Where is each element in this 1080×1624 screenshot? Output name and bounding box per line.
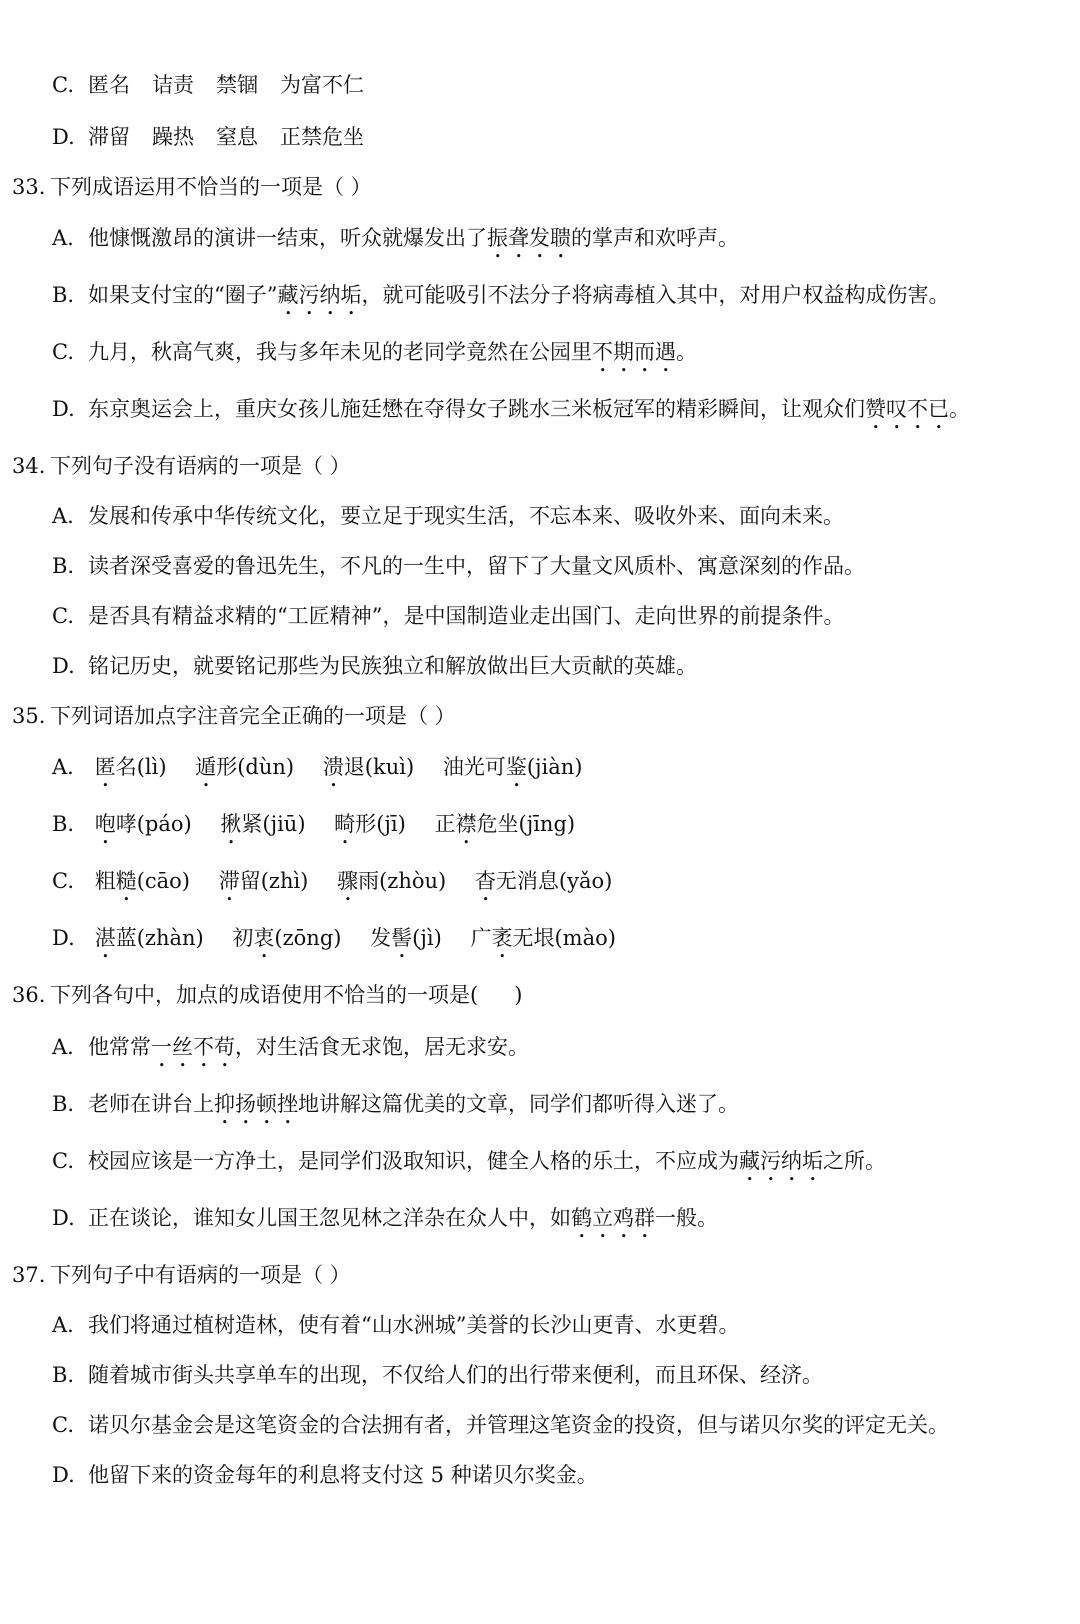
q35-option-b <box>52 809 597 849</box>
option-text: 老师在讲台上 <box>88 1092 214 1116</box>
option-letter: A. <box>52 1313 74 1337</box>
q33-option-c <box>52 337 697 377</box>
option-letter: C. <box>52 604 74 628</box>
dotted-idiom: 藏污纳垢 <box>739 1149 823 1173</box>
question-text: 下列成语运用不恰当的一项是（ ） <box>50 175 372 199</box>
option-letter: D. <box>52 654 75 678</box>
pinyin-word: 粗糙(cāo) <box>94 869 190 893</box>
question-text: ) <box>514 983 523 1007</box>
option-text: 他常常 <box>88 1035 151 1059</box>
option-word: 禁锢 <box>216 73 258 97</box>
question-number: 37. <box>12 1263 46 1287</box>
q35-option-c <box>52 866 634 906</box>
q34-option-d <box>52 651 697 681</box>
option-letter: C. <box>52 1413 74 1437</box>
pinyin-word: 正襟危坐(jīng) <box>434 812 576 836</box>
question-37-stem <box>12 1260 351 1290</box>
option-text: 校园应该是一方净土，是同学们汲取知识，健全人格的乐土，不应成为 <box>88 1149 739 1173</box>
option-text: 他留下来的资金每年的利息将支付这 5 种诺贝尔奖金。 <box>88 1463 598 1487</box>
q37-option-b <box>52 1360 823 1390</box>
option-text: 正在谈论，谁知女儿国王忽见林之洋杂在众人中，如 <box>88 1206 571 1230</box>
option-letter: D. <box>52 1463 75 1487</box>
dotted-idiom: 鹤立鸡群 <box>571 1206 655 1230</box>
option-letter: B. <box>52 283 75 307</box>
option-text: 是否具有精益求精的“工匠精神”，是中国制造业走出国门、走向世界的前提条件。 <box>88 604 845 628</box>
q37-option-c <box>52 1410 949 1440</box>
option-letter: C. <box>52 1149 74 1173</box>
q36-option-c <box>52 1146 886 1186</box>
option-letter: A. <box>52 1035 74 1059</box>
q35-option-d <box>52 923 638 963</box>
option-text: 地讲解这篇优美的文章，同学们都听得入迷了。 <box>298 1092 739 1116</box>
option-word: 正禁危坐 <box>280 125 364 149</box>
q33-option-b <box>52 280 949 320</box>
q32-option-d <box>52 122 386 152</box>
dotted-idiom: 抑扬顿挫 <box>214 1092 298 1116</box>
option-letter: C. <box>52 73 74 97</box>
pinyin-word: 溃退(kuì) <box>322 755 415 779</box>
pinyin-word: 匿名(lì) <box>94 755 167 779</box>
dotted-idiom: 不期而遇 <box>592 340 676 364</box>
option-letter: C. <box>52 869 74 893</box>
option-text: 九月，秋高气爽，我与多年未见的老同学竟然在公园里 <box>88 340 592 364</box>
option-text: 东京奥运会上，重庆女孩儿施廷懋在夺得女子跳水三米板冠军的精彩瞬间，让观众们 <box>88 397 865 421</box>
q33-option-a <box>52 223 739 263</box>
option-text: 随着城市街头共享单车的出现，不仅给人们的出行带来便利，而且环保、经济。 <box>88 1363 823 1387</box>
dotted-idiom: 赞叹不已 <box>865 397 949 421</box>
option-text: 铭记历史，就要铭记那些为民族独立和解放做出巨大贡献的英雄。 <box>88 654 697 678</box>
q36-option-a <box>52 1032 529 1072</box>
option-text: 诺贝尔基金会是这笔资金的合法拥有者，并管理这笔资金的投资，但与诺贝尔奖的评定无关。 <box>88 1413 949 1437</box>
option-word: 躁热 <box>152 125 194 149</box>
dotted-idiom: 一丝不苟 <box>151 1035 235 1059</box>
option-letter: B. <box>52 1363 75 1387</box>
q32-option-c <box>52 70 386 100</box>
question-36-stem <box>12 980 522 1010</box>
option-letter: B. <box>52 1092 75 1116</box>
option-text: 我们将通过植树造林，使有着“山水洲城”美誉的长沙山更青、水更碧。 <box>88 1313 740 1337</box>
pinyin-word: 畸形(jī) <box>334 812 406 836</box>
option-letter: B. <box>52 554 75 578</box>
option-letter: A. <box>52 226 74 250</box>
option-word: 匿名 <box>88 73 130 97</box>
question-number: 36. <box>12 983 46 1007</box>
option-text: 之所。 <box>823 1149 886 1173</box>
option-word: 诘责 <box>152 73 194 97</box>
pinyin-word: 骤雨(zhòu) <box>337 869 447 893</box>
pinyin-word: 发髻(jì) <box>370 926 442 950</box>
question-35-stem <box>12 701 456 731</box>
option-letter: B. <box>52 812 75 836</box>
question-text: 下列词语加点字注音完全正确的一项是（ ） <box>50 704 456 728</box>
q35-option-a <box>52 752 605 792</box>
pinyin-word: 油光可鉴(jiàn) <box>442 755 583 779</box>
option-text: 读者深受喜爱的鲁迅先生，不凡的一生中，留下了大量文风质朴、寓意深刻的作品。 <box>88 554 865 578</box>
question-text: 下列句子中有语病的一项是（ ） <box>50 1263 351 1287</box>
q33-option-d <box>52 394 970 434</box>
question-number: 33. <box>12 175 46 199</box>
question-number: 35. <box>12 704 46 728</box>
pinyin-word: 咆哮(páo) <box>94 812 192 836</box>
pinyin-word: 遁形(dùn) <box>195 755 295 779</box>
question-text: 下列各句中，加点的成语使用不恰当的一项是( <box>50 983 479 1007</box>
option-letter: D. <box>52 397 75 421</box>
option-word: 窒息 <box>216 125 258 149</box>
question-33-stem <box>12 172 372 202</box>
q36-option-b <box>52 1089 739 1129</box>
option-text: 。 <box>676 340 697 364</box>
q34-option-b <box>52 551 865 581</box>
option-text: 的掌声和欢呼声。 <box>571 226 739 250</box>
q37-option-d <box>52 1460 598 1490</box>
q37-option-a <box>52 1310 739 1340</box>
pinyin-word: 初衷(zōng) <box>232 926 342 950</box>
option-letter: D. <box>52 1206 75 1230</box>
q34-option-a <box>52 501 844 531</box>
option-letter: A. <box>52 755 74 779</box>
option-letter: A. <box>52 504 74 528</box>
option-text: 一般。 <box>655 1206 718 1230</box>
option-text: ，对生活食无求饱，居无求安。 <box>235 1035 529 1059</box>
option-letter: D. <box>52 926 75 950</box>
q34-option-c <box>52 601 844 631</box>
option-word: 为富不仁 <box>280 73 364 97</box>
pinyin-word: 杳无消息(yǎo) <box>474 869 613 893</box>
pinyin-word: 湛蓝(zhàn) <box>94 926 204 950</box>
option-word: 滞留 <box>88 125 130 149</box>
pinyin-word: 滞留(zhì) <box>218 869 309 893</box>
question-text: 下列句子没有语病的一项是（ ） <box>50 454 351 478</box>
option-letter: C. <box>52 340 74 364</box>
dotted-idiom: 藏污纳垢 <box>277 283 362 307</box>
option-text: 如果支付宝的“圈子” <box>88 283 278 307</box>
option-text: ，就可能吸引不法分子将病毒植入其中，对用户权益构成伤害。 <box>361 283 950 307</box>
dotted-idiom: 振聋发聩 <box>487 226 571 250</box>
q36-option-d <box>52 1203 718 1243</box>
option-text: 他慷慨激昂的演讲一结束，听众就爆发出了 <box>88 226 487 250</box>
pinyin-word: 广袤无垠(mào) <box>470 926 616 950</box>
question-number: 34. <box>12 454 46 478</box>
option-text: 。 <box>949 397 970 421</box>
option-text: 发展和传承中华传统文化，要立足于现实生活，不忘本来、吸收外来、面向未来。 <box>88 504 844 528</box>
question-34-stem <box>12 451 351 481</box>
pinyin-word: 揪紧(jiū) <box>220 812 306 836</box>
option-letter: D. <box>52 125 75 149</box>
